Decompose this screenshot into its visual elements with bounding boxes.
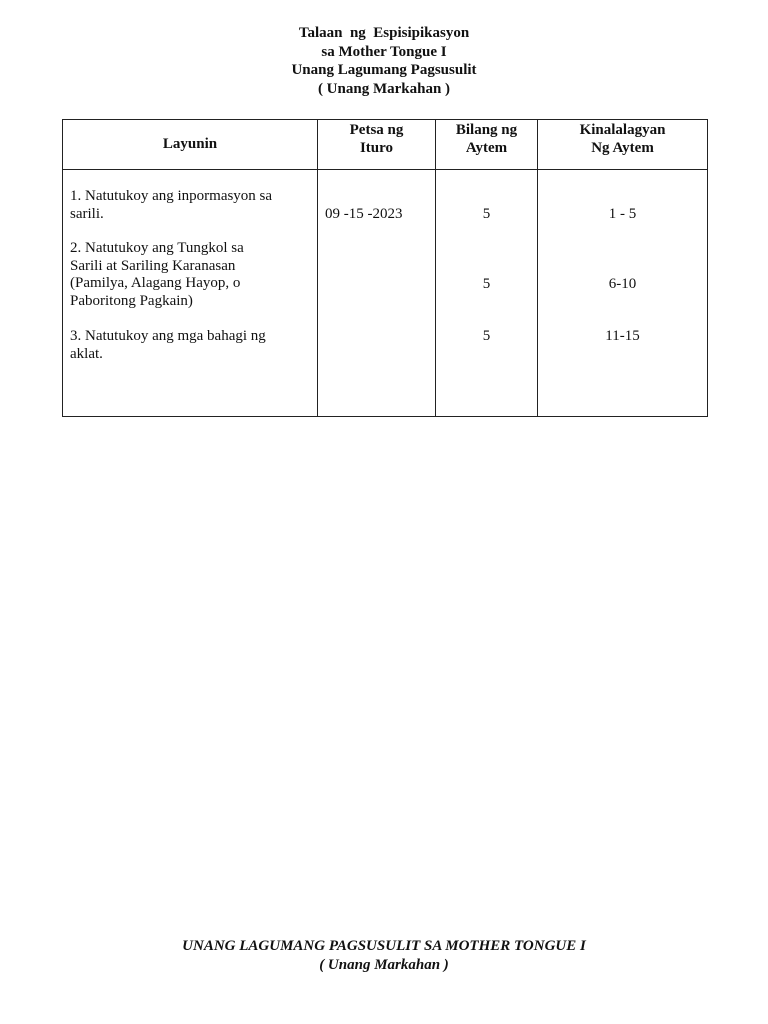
title-line-3: Unang Lagumang Pagsusulit	[291, 62, 477, 78]
table-row	[63, 170, 708, 417]
date-cell	[318, 170, 436, 417]
objectives-cell	[63, 170, 318, 417]
title-line-2: sa Mother Tongue I	[321, 43, 447, 60]
document-title	[0, 24, 768, 98]
item-count-cell	[436, 170, 538, 417]
table-header-row	[63, 120, 708, 170]
document-footer	[0, 937, 768, 975]
item-count-2: 5	[482, 276, 491, 292]
item-position-2: 6-10	[608, 276, 637, 292]
item-position-1: 1 - 5	[608, 206, 637, 222]
header-layunin: Layunin	[63, 120, 318, 170]
item-position-3: 11-15	[605, 328, 640, 344]
header-petsa-ng-ituro: Petsa ng Ituro	[318, 120, 436, 170]
objective-1: 1. Natutukoy ang inpormasyon sa sarili.	[70, 188, 273, 222]
objective-3: 3. Natutukoy ang mga bahagi ng aklat.	[70, 328, 266, 362]
petsa-value: 09 -15 -2023	[325, 206, 403, 222]
header-bilang-ng-aytem: Bilang ng Aytem	[436, 120, 538, 170]
specification-table	[62, 119, 708, 417]
item-count-1: 5	[482, 206, 491, 222]
title-line-1: Talaan ng Espisipikasyon	[298, 25, 470, 41]
item-count-3: 5	[482, 328, 491, 344]
title-line-4: ( Unang Markahan )	[317, 80, 451, 97]
footer-line-2: ( Unang Markahan )	[319, 957, 449, 973]
item-position-cell	[538, 170, 708, 417]
header-kinalalagyan-ng-aytem: Kinalalagyan Ng Aytem	[538, 120, 708, 170]
footer-line-1: UNANG LAGUMANG PAGSUSULIT SA MOTHER TONGUE I	[182, 938, 586, 954]
objective-2: 2. Natutukoy ang Tungkol sa Sarili at Sariling Karanasan (Pamilya, Alagang Hayop, o Paboritong Pagkain)	[70, 240, 244, 309]
